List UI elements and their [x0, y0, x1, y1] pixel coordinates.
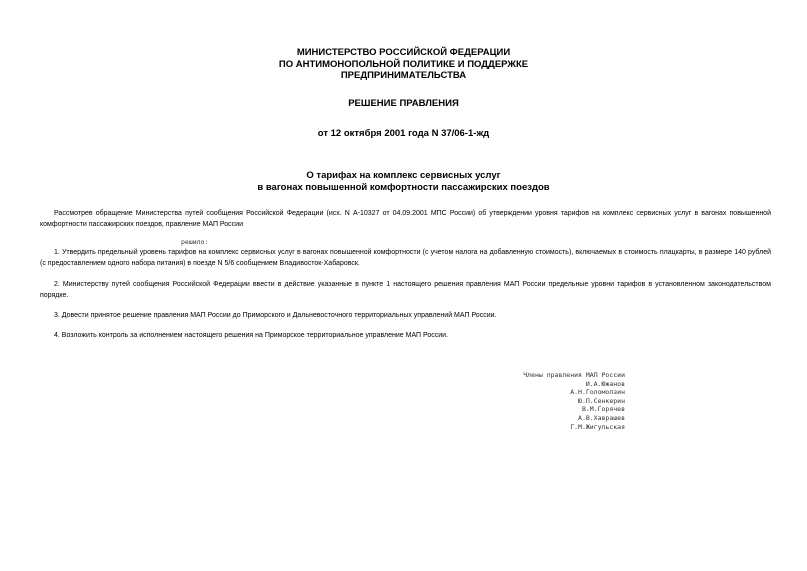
signatory-name: Ю.П.Сенкерин: [578, 396, 625, 405]
decision-item-3: 3. Довести принятое решение правления МАП России до Приморского и Дальневосточного территориальных управлений МАП России.: [54, 312, 497, 319]
document-subject-line: О тарифах на комплекс сервисных услуг: [306, 170, 501, 181]
ministry-title-line: МИНИСТЕРСТВО РОССИЙСКОЙ ФЕДЕРАЦИИ: [296, 47, 511, 58]
decision-item-2: 2. Министерству путей сообщения Российской Федерации ввести в действие указанные в пункте 1 настоящего решения правления МАП России предельные уровни тарифов в установленном законодательством порядке.: [40, 281, 771, 299]
signatory-name: Г.М.Жигульская: [570, 422, 625, 431]
signatory-name: А.В.Хаврашев: [578, 413, 625, 422]
ministry-title: [0, 47, 807, 82]
document-date-number: от 12 октября 2001 года N 37/06-1-жд: [317, 128, 490, 139]
signature-block-title: Члены правления МАП России: [523, 371, 625, 379]
decision-item-1: 1. Утвердить предельный уровень тарифов на комплекс сервисных услуг в вагонах повышенной комфортности (с учетом налога на добавленную стоимость), включаемых в стоимость плацкарты, в размере 140 рублей (с предоставлением одного набора питания) в поезде N 5/6 сообщением Владивосток-Хабаровск.: [40, 249, 771, 267]
ministry-title-line: ПО АНТИМОНОПОЛЬНОЙ ПОЛИТИКЕ И ПОДДЕРЖКЕ: [278, 58, 529, 70]
signatory-name: И.А.Южанов: [585, 379, 625, 388]
document-subject: [0, 170, 807, 193]
document-subject-line: в вагонах повышенной комфортности пассажирских поездов: [257, 181, 550, 193]
preamble-paragraph: Рассмотрев обращение Министерства путей сообщения Российской Федерации (исх. N А-10327 от 04.09.2001 МПС России) об утверждении уровня тарифов на комплекс сервисных услуг в вагонах повышенной комфортности пассажирских поездов, правление МАП России: [40, 210, 771, 228]
document-type: РЕШЕНИЕ ПРАВЛЕНИЯ: [348, 98, 459, 109]
resolved-label: решило:: [181, 238, 209, 246]
signatory-name: А.Н.Голомолзин: [570, 388, 625, 397]
signatory-name: В.М.Горячев: [581, 405, 625, 414]
ministry-title-line: ПРЕДПРИНИМАТЕЛЬСТВА: [340, 70, 467, 81]
signature-block: [460, 371, 625, 431]
decision-item-4: 4. Возложить контроль за исполнением настоящего решения на Приморское территориальное управление МАП России.: [54, 332, 449, 339]
